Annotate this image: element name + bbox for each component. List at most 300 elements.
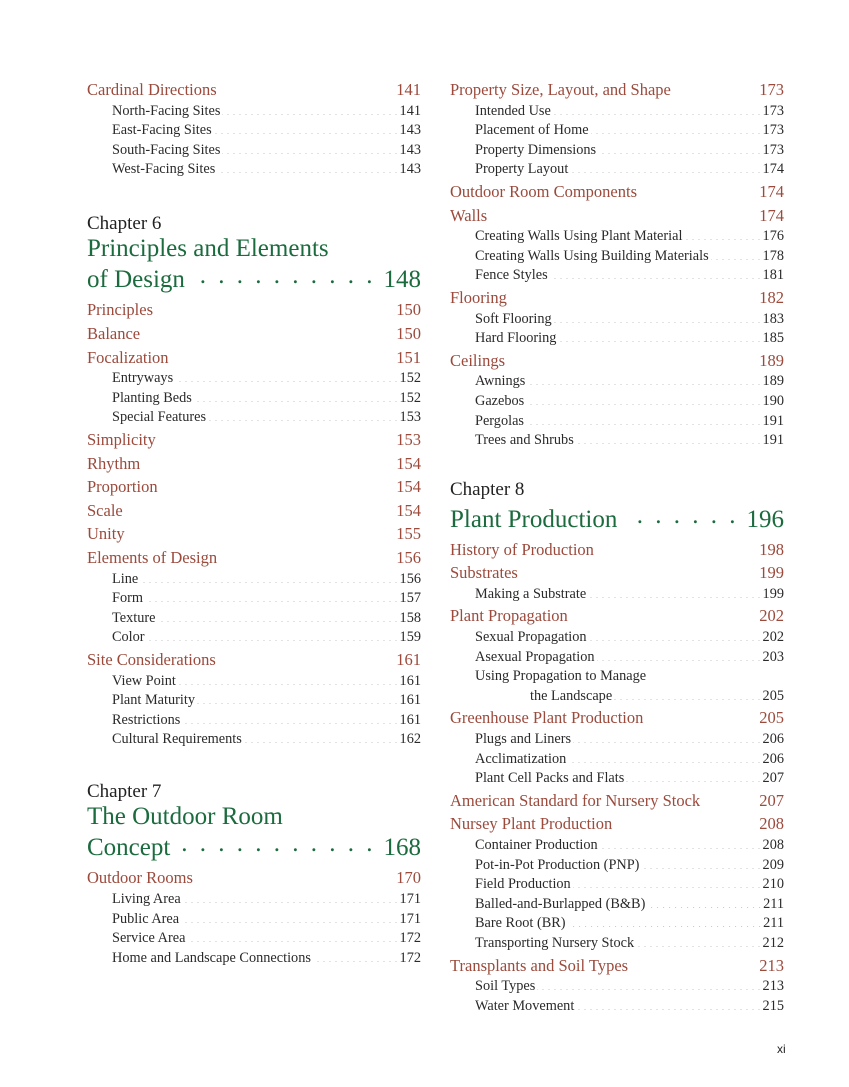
chapter-section [87, 212, 421, 750]
toc-entry-sub[interactable] [87, 408, 421, 428]
entry-title: View Point [112, 672, 176, 689]
dot-leader [639, 184, 757, 197]
entry-title: Living Area [112, 891, 181, 908]
entry-title: Property Layout [475, 161, 569, 178]
toc-entry-sub[interactable] [450, 914, 784, 934]
entry-title: Property Dimensions [475, 141, 597, 158]
entry-page: 173 [759, 80, 784, 99]
entry-page: 203 [762, 648, 784, 665]
toc-entry-sub[interactable] [87, 589, 421, 609]
entry-page: 172 [399, 949, 421, 966]
entry-page: 173 [762, 122, 784, 139]
dot-leader [614, 816, 757, 829]
entry-page: 154 [396, 500, 421, 520]
entry-title: Water Movement [475, 997, 575, 1014]
entry-title: Transplants and Soil Types [450, 955, 629, 975]
toc-entry[interactable] [87, 298, 421, 322]
toc-entry[interactable] [450, 538, 784, 562]
entry-page: 199 [759, 563, 784, 583]
entry-page: 152 [399, 389, 421, 406]
entry-page: 173 [762, 141, 784, 158]
dot-leader [313, 950, 398, 962]
entry-title: Placement of Home [475, 122, 589, 139]
entry-title: Plant Propagation [450, 606, 568, 626]
dot-leader [684, 228, 760, 240]
entry-page: 172 [399, 930, 421, 947]
entry-title: Acclimatization [475, 750, 567, 767]
toc-entry[interactable] [87, 648, 421, 672]
toc-entry-sub[interactable] [87, 949, 421, 969]
dot-leader [597, 649, 761, 661]
dot-leader [647, 896, 761, 908]
entry-page: 156 [396, 548, 421, 567]
dot-leader [219, 82, 395, 95]
toc-entry-sub[interactable] [450, 836, 784, 856]
entry-title: Entryways [112, 370, 174, 387]
entry-title: Creating Walls Using Plant Material [475, 228, 683, 245]
toc-entry[interactable] [87, 866, 421, 890]
entry-title: Unity [87, 524, 125, 544]
toc-entry-sub[interactable] [87, 160, 421, 180]
toc-entry-sub[interactable] [450, 934, 784, 954]
dot-leader [573, 731, 760, 743]
entry-title: Walls [450, 205, 488, 225]
dot-leader [625, 502, 738, 527]
entry-title: Restrictions [112, 711, 181, 728]
entry-title: Pergolas [475, 412, 524, 429]
dot-leader [244, 731, 398, 743]
toc-entry[interactable] [87, 546, 421, 570]
toc-column-right [450, 78, 784, 1016]
dot-leader [222, 103, 397, 115]
toc-entry-sub[interactable] [450, 997, 784, 1017]
dot-leader [155, 302, 394, 315]
toc-entry[interactable] [450, 204, 784, 228]
entry-title: Soft Flooring [475, 310, 552, 327]
dot-leader [195, 870, 394, 883]
toc-entry[interactable] [450, 180, 784, 204]
dot-leader [158, 432, 394, 445]
entry-title: Plugs and Liners [475, 731, 572, 748]
entry-title: American Standard for Nursery Stock [450, 790, 701, 810]
dot-leader [147, 629, 398, 641]
entry-page: 205 [762, 687, 784, 704]
dot-leader [598, 142, 760, 154]
dot-leader [489, 208, 757, 221]
entry-title: Nursey Plant Production [450, 814, 613, 834]
toc-entry-sub[interactable] [87, 609, 421, 629]
toc-entry-sub[interactable] [87, 628, 421, 648]
dot-leader [127, 526, 395, 539]
entry-title: Line [112, 570, 139, 587]
entry-page: 171 [399, 910, 421, 927]
entry-page: 183 [762, 310, 784, 327]
page-number: xi [777, 1042, 786, 1056]
dot-leader [208, 409, 397, 421]
dot-leader [178, 830, 375, 855]
entry-title: Proportion [87, 477, 158, 497]
entry-title: Asexual Propagation [475, 648, 595, 665]
dot-leader [626, 770, 760, 782]
entry-title: Trees and Shrubs [475, 432, 574, 449]
entry-title: Plant Maturity [112, 692, 195, 709]
dot-leader [140, 571, 397, 583]
toc-entry[interactable] [450, 604, 784, 628]
toc-entry-sub[interactable] [450, 875, 784, 895]
entry-title: Intended Use [475, 102, 551, 119]
entry-page: 210 [762, 876, 784, 893]
entry-title: Soil Types [475, 978, 536, 995]
entry-page: 153 [396, 430, 421, 450]
entry-title: South-Facing Sites [112, 141, 221, 158]
entry-page: 207 [762, 770, 784, 787]
entry-page: 191 [762, 432, 784, 449]
entry-title: Public Area [112, 910, 180, 927]
dot-leader [219, 550, 394, 563]
dot-leader [636, 935, 760, 947]
entry-title: Bare Root (BR) [475, 915, 566, 932]
entry-title: Greenhouse Plant Production [450, 708, 644, 728]
toc-entry[interactable] [87, 499, 421, 523]
toc-entry-sub[interactable] [450, 648, 784, 668]
entry-title: Special Features [112, 409, 207, 426]
dot-leader [527, 373, 760, 385]
toc-entry-sub[interactable] [450, 730, 784, 750]
entry-title: Pot-in-Pot Production (PNP) [475, 856, 640, 873]
toc-entry[interactable] [87, 428, 421, 452]
entry-title: Rhythm [87, 453, 141, 473]
dot-leader [193, 262, 376, 287]
chapter-title: Concept [87, 834, 171, 862]
entry-page: 185 [762, 330, 784, 347]
entry-title: Home and Landscape Connections [112, 949, 311, 966]
entry-page: 213 [759, 955, 784, 975]
entry-page: 156 [399, 570, 421, 587]
entry-page: 157 [399, 590, 421, 607]
entry-page: 171 [399, 891, 421, 908]
toc-entry-sub[interactable] [450, 227, 784, 247]
dot-leader [630, 958, 757, 971]
entry-page: 190 [762, 392, 784, 409]
toc-entry[interactable] [450, 78, 784, 102]
entry-page: 143 [399, 141, 421, 158]
entry-title: Transporting Nursery Stock [475, 934, 635, 951]
entry-page: 150 [396, 300, 421, 320]
entry-page: 206 [762, 750, 784, 767]
chapter-label: Chapter 7 [87, 780, 162, 802]
entry-title: Plant Cell Packs and Flats [475, 770, 625, 787]
entry-continuation-row [475, 687, 784, 707]
dot-leader [570, 608, 757, 621]
entry-page: 202 [759, 606, 784, 626]
toc-entry[interactable] [450, 286, 784, 310]
entry-title: Outdoor Rooms [87, 868, 193, 888]
dot-leader [702, 793, 757, 806]
dot-leader [568, 915, 762, 927]
entry-title: Outdoor Room Components [450, 181, 638, 201]
toc-entry-sub[interactable] [450, 392, 784, 412]
chapter-title: of Design [87, 266, 185, 294]
toc-entry-sub[interactable] [450, 141, 784, 161]
dot-leader [576, 998, 760, 1010]
dot-leader [520, 565, 757, 578]
chapter-page: 168 [383, 834, 421, 862]
entry-page: 141 [399, 102, 421, 119]
toc-entry-sub[interactable] [450, 310, 784, 330]
toc-entry-sub[interactable] [450, 750, 784, 770]
dot-leader [576, 432, 761, 444]
toc-entry[interactable] [87, 78, 421, 102]
toc-entry-sub[interactable] [450, 102, 784, 122]
entry-title: Principles [87, 300, 153, 320]
dot-leader [178, 673, 398, 685]
chapter-section [87, 780, 421, 968]
entry-title: Balance [87, 324, 141, 344]
chapter-title-row[interactable] [450, 502, 784, 534]
dot-leader [673, 82, 757, 95]
entry-title: Flooring [450, 287, 507, 307]
chapter-title-row[interactable] [87, 262, 421, 294]
dot-leader [600, 837, 761, 849]
entry-page: 161 [396, 649, 421, 669]
dot-leader [570, 161, 760, 173]
toc-entry-sub[interactable] [87, 929, 421, 949]
entry-title: Planting Beds [112, 389, 192, 406]
entry-title: Substrates [450, 563, 518, 583]
toc-entry[interactable] [450, 954, 784, 978]
toc-entry-sub[interactable] [450, 121, 784, 141]
dot-leader [596, 542, 757, 555]
dot-leader [591, 122, 761, 134]
dot-leader [614, 688, 760, 700]
dot-leader [222, 142, 397, 154]
dot-leader [183, 891, 398, 903]
dot-leader [142, 326, 394, 339]
dot-leader [558, 330, 760, 342]
entry-page: 158 [399, 609, 421, 626]
entry-page: 208 [759, 814, 784, 834]
entry-title: Form [112, 590, 143, 607]
toc-entry-sub[interactable] [450, 247, 784, 267]
toc-entry[interactable] [450, 349, 784, 373]
entry-page: 202 [762, 629, 784, 646]
toc-entry-sub[interactable] [450, 266, 784, 286]
dot-leader [711, 248, 761, 260]
entry-page: 161 [399, 711, 421, 728]
dot-leader [550, 267, 761, 279]
toc-entry-sub[interactable] [87, 102, 421, 122]
dot-leader [175, 370, 397, 382]
chapter-title[interactable]: The Outdoor Room [87, 802, 283, 830]
toc-entry-sub[interactable] [450, 667, 784, 706]
toc-entry[interactable] [87, 322, 421, 346]
entry-title: Fence Styles [475, 267, 548, 284]
entry-title: History of Production [450, 539, 594, 559]
dot-leader [554, 311, 761, 323]
toc-entry[interactable] [87, 346, 421, 370]
entry-page: 205 [759, 708, 784, 728]
toc-entry-sub[interactable] [450, 977, 784, 997]
toc-entry[interactable] [87, 522, 421, 546]
entry-title: North-Facing Sites [112, 102, 221, 119]
toc-entry-sub[interactable] [450, 769, 784, 789]
toc-entry[interactable] [450, 789, 784, 813]
toc-entry-sub[interactable] [87, 672, 421, 692]
entry-title: Elements of Design [87, 548, 218, 567]
entry-page: 151 [396, 347, 421, 367]
entry-title: Scale [87, 500, 123, 520]
toc-entry-sub[interactable] [87, 730, 421, 750]
toc-entry[interactable] [450, 812, 784, 836]
chapter-label: Chapter 8 [450, 478, 525, 500]
toc-entry[interactable] [450, 561, 784, 585]
chapter-title-row[interactable] [87, 830, 421, 862]
entry-title: Container Production [475, 837, 598, 853]
entry-page: 162 [399, 731, 421, 748]
dot-leader [507, 353, 757, 366]
toc-entry-sub[interactable] [87, 141, 421, 161]
entry-page: 212 [762, 934, 784, 951]
entry-page: 174 [759, 205, 784, 225]
dot-leader [197, 692, 398, 704]
chapter-title: Plant Production [450, 505, 618, 533]
entry-page: 143 [399, 161, 421, 178]
entry-page: 199 [762, 585, 784, 602]
dot-leader [526, 413, 761, 425]
toc-entry-sub[interactable] [450, 895, 784, 915]
entry-page: 141 [396, 80, 421, 99]
toc-entry-sub[interactable] [87, 910, 421, 930]
entry-title-continued: the Landscape [530, 687, 613, 704]
entry-page: 152 [399, 370, 421, 387]
toc-entry-sub[interactable] [450, 412, 784, 432]
dot-leader [641, 857, 760, 869]
entry-title: Focalization [87, 347, 169, 367]
entry-page: 189 [762, 373, 784, 390]
entry-title: Texture [112, 609, 156, 626]
toc-entry-sub[interactable] [87, 389, 421, 409]
dot-leader [553, 103, 761, 115]
entry-title: Site Considerations [87, 649, 216, 669]
entry-title: Balled-and-Burlapped (B&B) [475, 895, 646, 912]
entry-title: Awnings [475, 373, 526, 390]
toc-entry-sub[interactable] [87, 711, 421, 731]
entry-group [450, 78, 784, 451]
toc-entry-sub[interactable] [87, 369, 421, 389]
dot-leader [568, 751, 760, 763]
entry-title: Making a Substrate [475, 585, 587, 602]
toc-entry-sub[interactable] [450, 372, 784, 392]
dot-leader [160, 479, 395, 492]
toc-entry[interactable] [87, 452, 421, 476]
entry-page: 189 [759, 350, 784, 370]
entry-title: Hard Flooring [475, 330, 557, 347]
entry-title: East-Facing Sites [112, 122, 212, 139]
dot-leader [142, 456, 394, 469]
toc-entry-sub[interactable] [450, 431, 784, 451]
entry-page: 174 [762, 161, 784, 178]
dot-leader [125, 503, 395, 516]
dot-leader [537, 978, 760, 990]
toc-entry-sub[interactable] [450, 160, 784, 180]
dot-leader [573, 876, 761, 888]
entry-title: Property Size, Layout, and Shape [450, 80, 671, 99]
dot-leader [589, 629, 761, 641]
entry-title: West-Facing Sites [112, 161, 216, 178]
entry-title: Sexual Propagation [475, 629, 587, 646]
entry-title: Color [112, 629, 145, 646]
entry-page: 143 [399, 122, 421, 139]
dot-leader [214, 122, 398, 134]
entry-title: Field Production [475, 876, 571, 893]
dot-leader [509, 290, 757, 303]
entry-page: 161 [399, 692, 421, 709]
entry-page: 207 [759, 790, 784, 810]
entry-page: 191 [762, 412, 784, 429]
entry-page: 154 [396, 477, 421, 497]
dot-leader [187, 930, 397, 942]
entry-title: Cardinal Directions [87, 80, 217, 99]
entry-page: 161 [399, 672, 421, 689]
entry-title: Simplicity [87, 430, 156, 450]
entry-page: 208 [762, 837, 784, 853]
entry-page: 173 [762, 102, 784, 119]
entry-page: 215 [762, 997, 784, 1014]
dot-leader [526, 393, 760, 405]
entry-page: 174 [759, 181, 784, 201]
entry-page: 181 [762, 267, 784, 284]
toc-entry-sub[interactable] [87, 890, 421, 910]
chapter-label: Chapter 6 [87, 212, 162, 234]
entry-title: Creating Walls Using Building Materials [475, 247, 709, 264]
chapter-page: 196 [746, 505, 784, 533]
dot-leader [181, 911, 397, 923]
chapter-title[interactable]: Principles and Elements [87, 234, 329, 262]
dot-leader [645, 710, 757, 723]
entry-page: 211 [763, 895, 784, 912]
dot-leader [218, 652, 394, 665]
entry-page: 178 [762, 247, 784, 264]
dot-leader [194, 390, 398, 402]
entry-title: Service Area [112, 930, 186, 947]
entry-page: 213 [762, 978, 784, 995]
entry-page: 209 [762, 856, 784, 873]
toc-entry[interactable] [87, 475, 421, 499]
entry-page: 198 [759, 539, 784, 559]
toc-entry-sub[interactable] [450, 329, 784, 349]
entry-page: 153 [399, 409, 421, 426]
toc-entry[interactable] [450, 706, 784, 730]
entry-group [87, 78, 421, 180]
dot-leader [171, 350, 395, 363]
dot-leader [157, 610, 397, 622]
toc-entry-sub[interactable] [87, 691, 421, 711]
toc-entry-sub[interactable] [450, 856, 784, 876]
entry-title: Using Propagation to Manage [475, 668, 647, 685]
entry-page: 176 [762, 228, 784, 245]
toc-entry-sub[interactable] [450, 628, 784, 648]
dot-leader [145, 590, 398, 602]
entry-page: 150 [396, 324, 421, 344]
toc-entry-sub[interactable] [87, 570, 421, 590]
entry-page: 155 [396, 524, 421, 544]
entry-page: 206 [762, 731, 784, 748]
entry-page: 211 [763, 915, 784, 932]
toc-entry-sub[interactable] [450, 585, 784, 605]
entry-page: 154 [396, 453, 421, 473]
toc-entry-sub[interactable] [87, 121, 421, 141]
entry-title: Ceilings [450, 350, 506, 370]
